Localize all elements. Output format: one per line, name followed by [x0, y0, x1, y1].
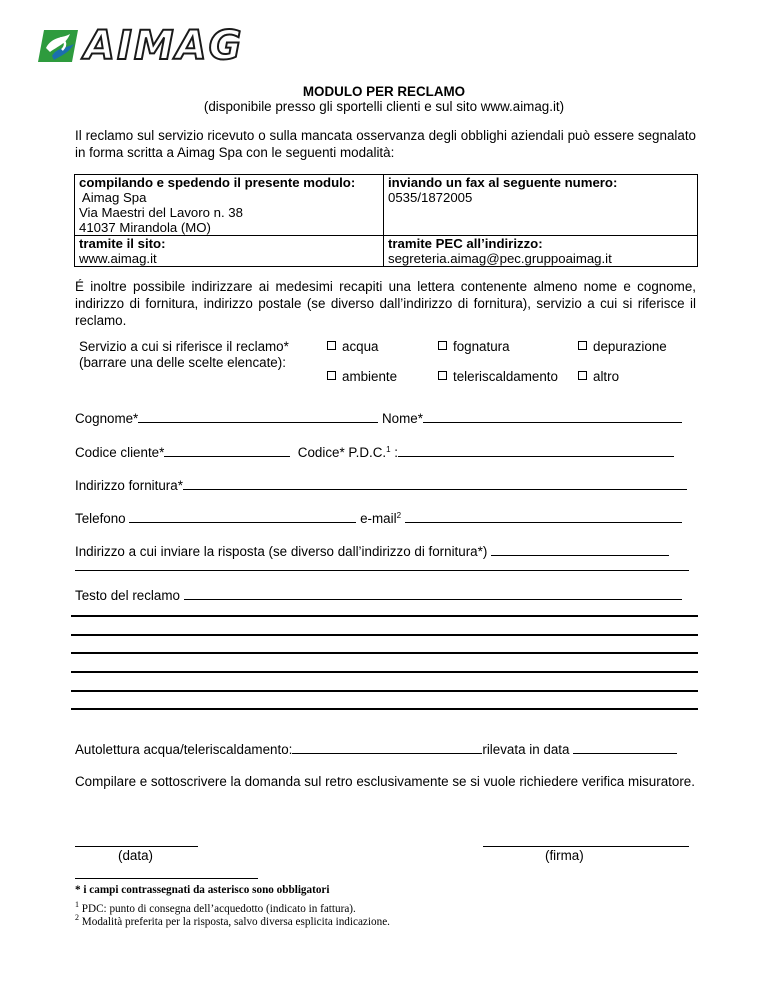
- footnote-2: [75, 911, 390, 929]
- footnote-mandatory: * i campi contrassegnati da asterisco sono obbligatori: [75, 884, 330, 896]
- date-field[interactable]: [75, 846, 198, 847]
- postal-heading: compilando e spedendo il presente modulo:: [79, 175, 356, 190]
- postal-cell: [75, 175, 384, 236]
- email-field[interactable]: [405, 510, 682, 523]
- checkbox-icon: [327, 371, 336, 380]
- complaint-line-1[interactable]: [71, 615, 698, 617]
- checkbox-icon: [578, 371, 587, 380]
- checkbox-icon: [438, 341, 447, 350]
- pec-cell: [384, 236, 698, 267]
- row-contacts: [75, 510, 696, 526]
- checkbox-icon: [438, 371, 447, 380]
- option-acqua[interactable]: [327, 339, 378, 354]
- website-url: www.aimag.it: [79, 251, 157, 266]
- option-label: fognatura: [453, 339, 510, 354]
- nome-field[interactable]: [423, 410, 682, 423]
- cognome-label: Cognome*: [75, 411, 139, 426]
- footnote-ref-1: 1: [386, 445, 391, 454]
- option-altro[interactable]: [578, 369, 619, 384]
- risposta-label: Indirizzo a cui inviare la risposta (se diverso dall’indirizzo di fornitura*): [75, 544, 488, 559]
- telefono-field[interactable]: [129, 510, 356, 523]
- website-heading: tramite il sito:: [79, 236, 166, 251]
- fax-number: 0535/1872005: [388, 190, 473, 205]
- complaint-line-6[interactable]: [71, 708, 698, 710]
- pec-heading: tramite PEC all’indirizzo:: [388, 236, 543, 251]
- signature-caption: (firma): [545, 848, 584, 863]
- complaint-line-2[interactable]: [71, 634, 698, 636]
- codice-cliente-label: Codice cliente*: [75, 445, 165, 460]
- email-label: e-mail: [360, 511, 397, 526]
- option-ambiente[interactable]: [327, 369, 397, 384]
- option-label: ambiente: [342, 369, 398, 384]
- footnote-separator: [75, 878, 258, 879]
- row-address: [75, 477, 696, 493]
- footnote-mark-2: 2: [75, 913, 79, 922]
- row-complaint: [75, 587, 696, 603]
- autolettura-label: Autolettura acqua/teleriscaldamento:: [75, 742, 293, 757]
- complaint-line-5[interactable]: [71, 690, 698, 692]
- date-caption: (data): [118, 848, 153, 863]
- testo-label: Testo del reclamo: [75, 588, 180, 603]
- cognome-field[interactable]: [138, 410, 378, 423]
- row-reading: [75, 741, 696, 757]
- form-title: MODULO PER RECLAMO: [302, 84, 466, 99]
- nome-label: Nome*: [382, 411, 423, 426]
- telefono-label: Telefono: [75, 511, 126, 526]
- option-label: depurazione: [593, 339, 667, 354]
- aimag-logo: [38, 23, 270, 69]
- contact-methods-table: [74, 174, 698, 267]
- codice-cliente-field[interactable]: [164, 444, 290, 457]
- postal-line-3: 41037 Mirandola (MO): [79, 220, 211, 235]
- complaint-line-4[interactable]: [71, 671, 698, 673]
- service-label-line-2: (barrare una delle scelte elencate):: [79, 355, 286, 370]
- option-fognatura[interactable]: [438, 339, 510, 354]
- checkbox-icon: [327, 341, 336, 350]
- autolettura-field[interactable]: [292, 741, 482, 754]
- pec-address: segreteria.aimag@pec.gruppoaimag.it: [388, 251, 612, 266]
- website-cell: [75, 236, 384, 267]
- option-label: acqua: [342, 339, 379, 354]
- option-label: altro: [593, 369, 620, 384]
- service-label-line-1: Servizio a cui si riferisce il reclamo*: [79, 339, 289, 354]
- rilevata-label: rilevata in data: [482, 742, 570, 757]
- letter-paragraph: É inoltre possibile indirizzare ai medesimi recapiti una lettera contenente almeno nome e cognome, indirizzo di fornitura, indirizzo postale (se diverso dall’indirizzo di fornitura), servizio a cui si riferisce il reclamo.: [75, 279, 696, 328]
- option-teleriscaldamento[interactable]: [438, 369, 558, 384]
- complaint-line-3[interactable]: [71, 652, 698, 654]
- row-codes: [75, 444, 696, 460]
- intro-paragraph: Il reclamo sul servizio ricevuto o sulla mancata osservanza degli obblighi aziendali può essere segnalato in forma scritta a Aimag Spa con le seguenti modalità:: [75, 128, 696, 160]
- pdc-label: Codice* P.D.C.: [297, 445, 387, 460]
- footnote-ref-2: 2: [396, 511, 402, 520]
- rilevata-field[interactable]: [573, 741, 677, 754]
- logo-wordmark: AIMAG: [84, 23, 244, 69]
- meter-check-note: Compilare e sottoscrivere la domanda sul retro esclusivamente se si vuole richiedere verifica misuratore.: [75, 774, 695, 789]
- option-label: teleriscaldamento: [453, 369, 558, 384]
- fax-heading: inviando un fax al seguente numero:: [388, 175, 618, 190]
- service-label: [79, 339, 289, 371]
- fax-cell: [384, 175, 698, 236]
- postal-line-1: Aimag Spa: [79, 190, 147, 205]
- footnote-mark-1: 1: [75, 900, 79, 909]
- option-depurazione[interactable]: [578, 339, 667, 354]
- indirizzo-label: Indirizzo fornitura*: [75, 478, 183, 493]
- form-subtitle: (disponibile presso gli sportelli clienti e sul sito www.aimag.it): [203, 99, 565, 114]
- pdc-field[interactable]: [398, 444, 674, 457]
- testo-field[interactable]: [184, 587, 682, 600]
- checkbox-icon: [578, 341, 587, 350]
- footnote-2-text: Modalità preferita per la risposta, salvo diversa esplicita indicazione.: [79, 916, 390, 928]
- footnote-1-text: PDC: punto di consegna dell’acquedotto (indicato in fattura).: [79, 903, 356, 915]
- signature-field[interactable]: [483, 846, 689, 847]
- postal-line-2: Via Maestri del Lavoro n. 38: [79, 205, 243, 220]
- pdc-colon: :: [390, 445, 399, 460]
- indirizzo-field[interactable]: [183, 477, 687, 490]
- row-name: [75, 410, 696, 426]
- row-reply-address: [75, 543, 696, 559]
- logo-mark-icon: [38, 26, 82, 66]
- risposta-field-continued[interactable]: [75, 570, 689, 571]
- risposta-field[interactable]: [491, 543, 669, 556]
